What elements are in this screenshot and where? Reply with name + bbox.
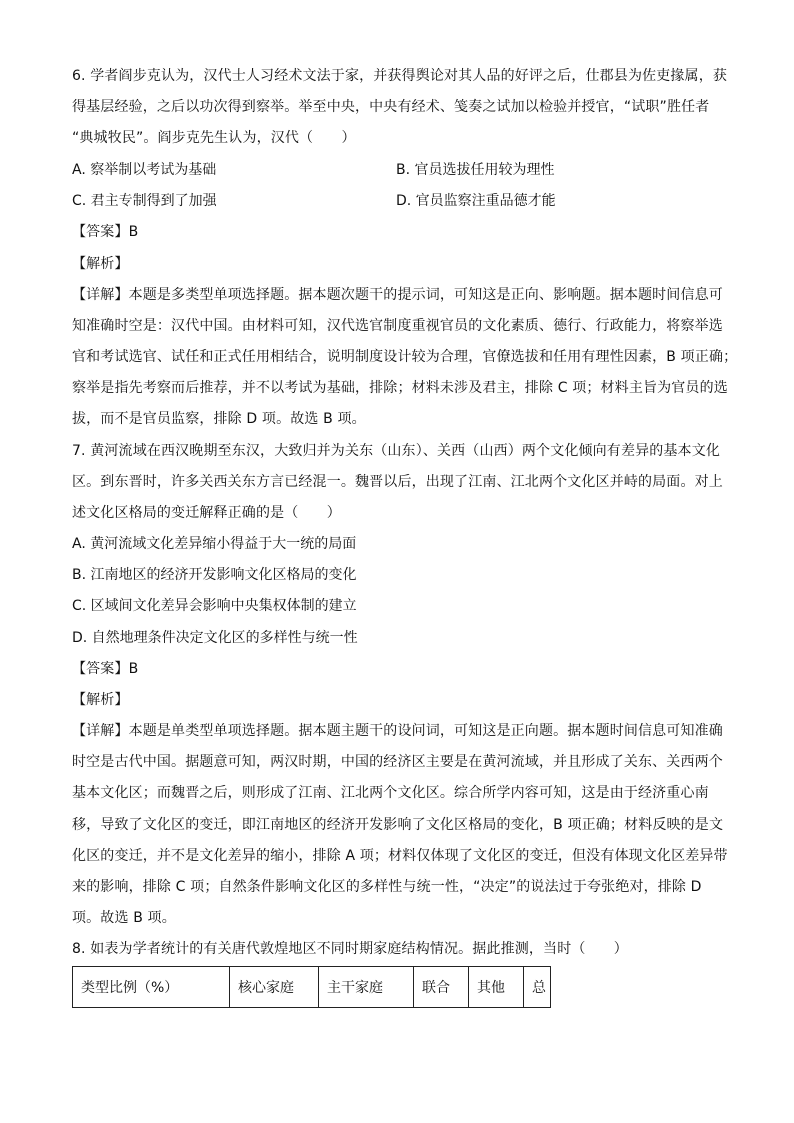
q6-option-c: C. 君主专制得到了加强 xyxy=(72,193,217,209)
table-header-cell: 总 xyxy=(524,967,551,1008)
q7-detail-line-2: 时空是古代中国。据题意可知，两汉时期，中国的经济区主要是在黄河流域，并且形成了关东、关西两个 xyxy=(72,754,723,770)
q6-detail-line-2: 知准确时空是：汉代中国。由材料可知，汉代选官制度重视官员的文化素质、德行、行政能力，将察举选 xyxy=(72,318,723,334)
q6-analysis-label: 【解析】 xyxy=(72,256,129,272)
q6-option-b: B. 官员选拔任用较为理性 xyxy=(396,162,555,178)
q7-stem-line-3: 述文化区格局的变迁解释正确的是（ ） xyxy=(72,505,341,521)
q6-stem-line-1: 6. 学者阎步克认为，汉代士人习经术文法于家，并获得舆论对其人品的好评之后，仕郡县为佐吏掾属，获 xyxy=(72,68,728,84)
q7-option-b: B. 江南地区的经济开发影响文化区格局的变化 xyxy=(72,567,357,583)
q7-detail-line-6: 来的影响，排除 C 项；自然条件影响文化区的多样性与统一性，“决定”的说法过于夸张绝对，排除 D xyxy=(72,879,702,895)
q7-stem-line-2: 区。到东晋时，许多关西关东方言已经混一。魏晋以后，出现了江南、江北两个文化区并峙的局面。对上 xyxy=(72,474,723,490)
q6-stem-line-3: “典城牧民”。阎步克先生认为，汉代（ ） xyxy=(72,130,356,146)
family-structure-table xyxy=(72,966,551,1008)
q6-answer: 【答案】B xyxy=(72,224,139,240)
q7-detail-line-4: 移，导致了文化区的变迁，即江南地区的经济开发影响了文化区格局的变化，B 项正确；材料反映的是文 xyxy=(72,817,724,833)
q7-answer: 【答案】B xyxy=(72,661,139,677)
table-header-cell: 其他 xyxy=(469,967,524,1008)
table-header-row xyxy=(73,967,551,1008)
q6-detail-line-1: 【详解】本题是多类型单项选择题。据本题次题干的提示词，可知这是正向、影响题。据本题时间信息可 xyxy=(72,287,723,303)
q6-detail-line-4: 察举是指先考察而后推荐，并不以考试为基础，排除；材料未涉及君主，排除 C 项；材料主旨为官员的选 xyxy=(72,380,728,396)
table-header-cell: 主干家庭 xyxy=(319,967,414,1008)
q6-detail-line-3: 官和考试选官、试任和正式任用相结合，说明制度设计较为合理，官僚选拔和任用有理性因素，B 项正确； xyxy=(72,349,738,365)
q6-option-d: D. 官员监察注重品德才能 xyxy=(396,193,556,209)
q7-detail-line-7: 项。故选 B 项。 xyxy=(72,910,176,926)
q7-stem-line-1: 7. 黄河流域在西汉晚期至东汉，大致归并为关东（山东）、关西（山西）两个文化倾向有差异的基本文化 xyxy=(72,443,721,459)
table-header-cell: 核心家庭 xyxy=(230,967,319,1008)
table-header-cell: 类型比例（%） xyxy=(73,967,230,1008)
q8-stem: 8. 如表为学者统计的有关唐代敦煌地区不同时期家庭结构情况。据此推测，当时（ ） xyxy=(72,941,628,957)
q6-option-a: A. 察举制以考试为基础 xyxy=(72,162,217,178)
q7-analysis-label: 【解析】 xyxy=(72,692,129,708)
q6-detail-line-5: 拔，而不是官员监察，排除 D 项。故选 B 项。 xyxy=(72,411,366,427)
q7-option-d: D. 自然地理条件决定文化区的多样性与统一性 xyxy=(72,630,358,646)
table-header-cell: 联合 xyxy=(414,967,469,1008)
q7-option-c: C. 区域间文化差异会影响中央集权体制的建立 xyxy=(72,598,357,614)
q6-stem-line-2: 得基层经验，之后以功次得到察举。举至中央，中央有经术、笺奏之试加以检验并授官，“试职”胜任者 xyxy=(72,99,710,115)
q7-detail-line-3: 基本文化区；而魏晋之后，则形成了江南、江北两个文化区。综合所学内容可知，这是由于经济重心南 xyxy=(72,785,709,801)
q7-option-a: A. 黄河流域文化差异缩小得益于大一统的局面 xyxy=(72,536,357,552)
q7-detail-line-5: 化区的变迁，并不是文化差异的缩小，排除 A 项；材料仅体现了文化区的变迁，但没有体现文化区差异带 xyxy=(72,848,728,864)
q7-detail-line-1: 【详解】本题是单类型单项选择题。据本题主题干的设问词，可知这是正向题。据本题时间信息可知准确 xyxy=(72,723,723,739)
